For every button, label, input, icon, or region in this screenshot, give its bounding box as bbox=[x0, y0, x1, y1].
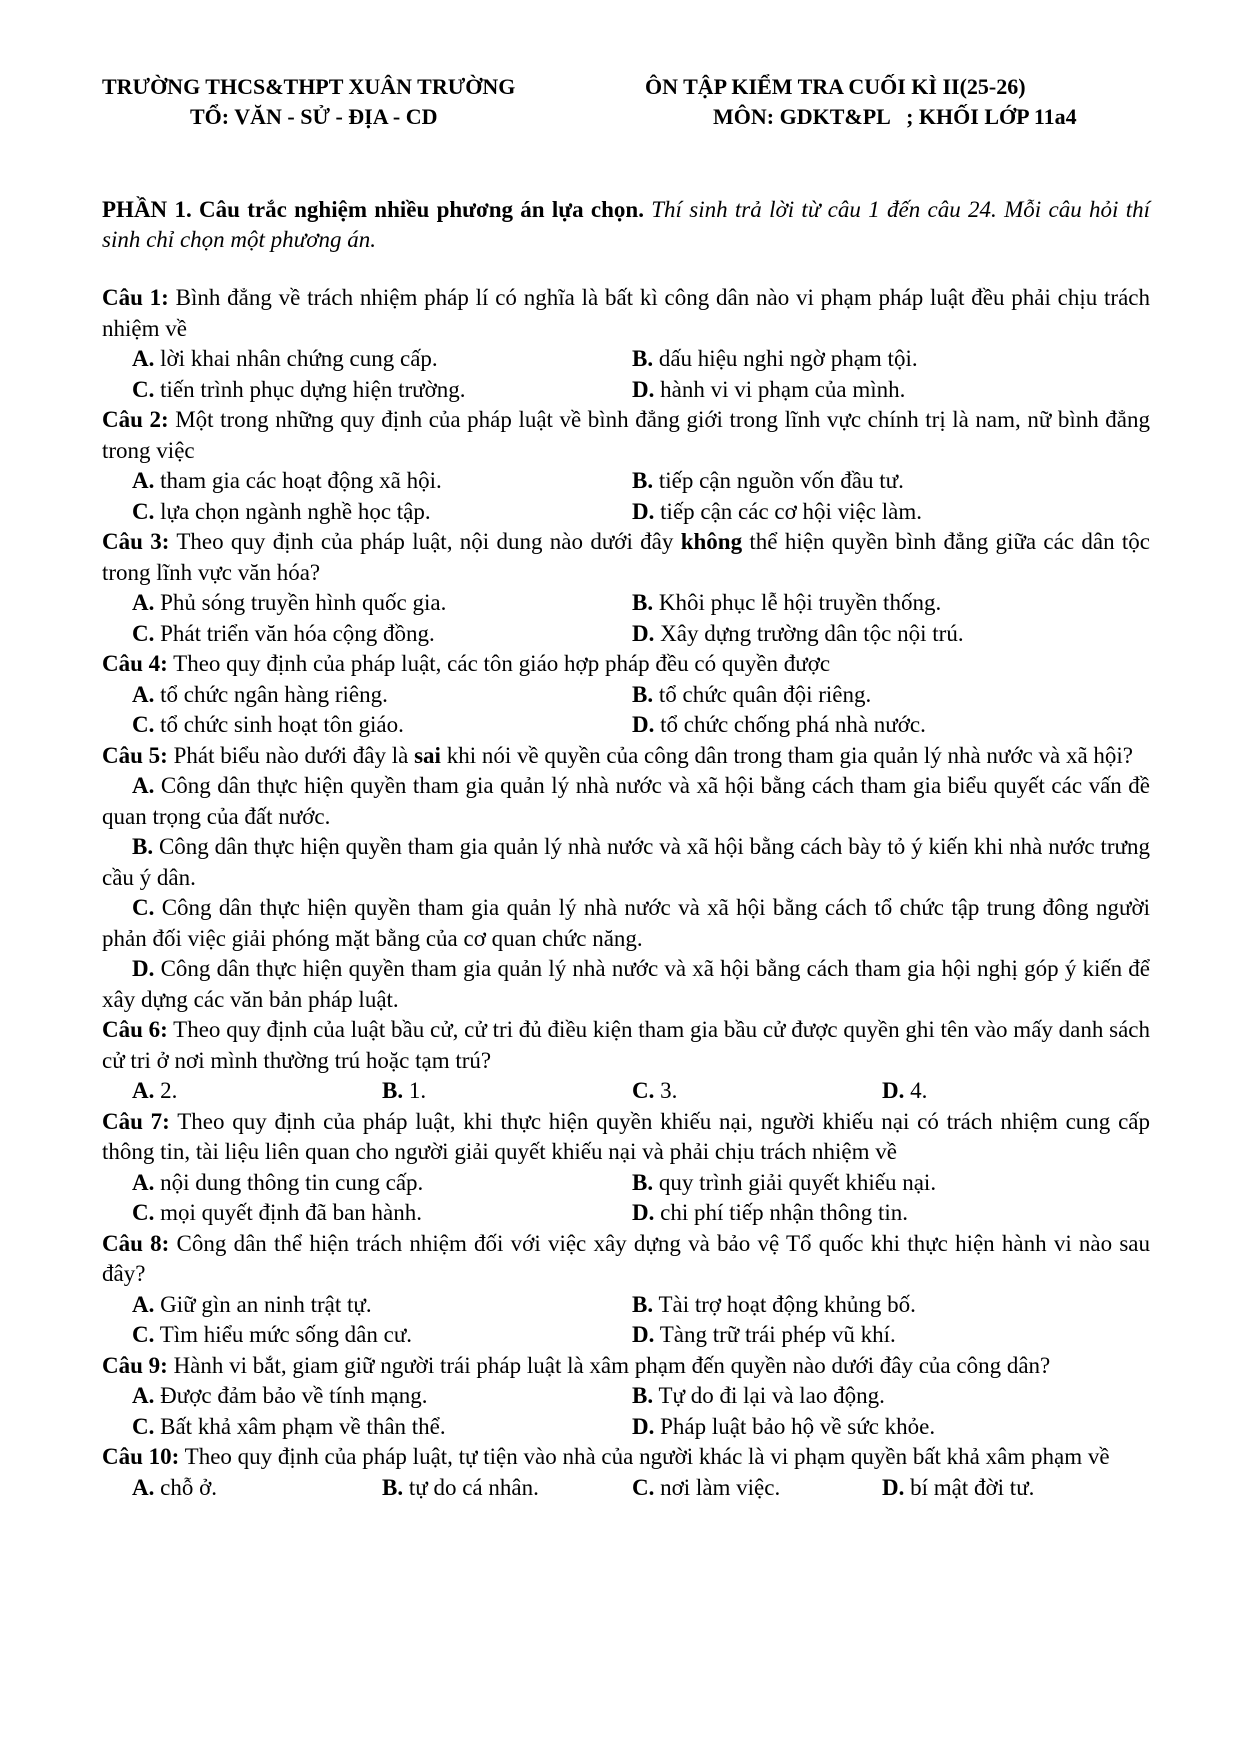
option-c bbox=[132, 375, 632, 406]
question-text-after: thể hiện quyền bình đẳng giữa các dân tộc trong lĩnh vực văn hóa? bbox=[102, 529, 1151, 585]
option-letter: B. bbox=[632, 681, 654, 707]
option-letter: D. bbox=[882, 1078, 905, 1103]
option-d bbox=[882, 1076, 1132, 1107]
option-list bbox=[102, 1473, 1150, 1504]
question-text: Theo quy định của pháp luật, khi thực hiện quyền khiếu nại, người khiếu nại có trách nhiệm cung cấp thông tin, tài liệu liên quan cho người giải quyết khiếu nại và phải chịu trách nhiệm về bbox=[102, 1108, 1150, 1164]
question-text: Phát biểu nào dưới đây là bbox=[173, 742, 415, 768]
question-label: Câu 1: bbox=[102, 285, 169, 310]
option-text: Phát triển văn hóa cộng đồng. bbox=[160, 620, 435, 646]
option-text: Giữ gìn an ninh trật tự. bbox=[160, 1291, 372, 1317]
option-text: hành vi vi phạm của mình. bbox=[660, 376, 906, 402]
option-text: Phủ sóng truyền hình quốc gia. bbox=[160, 590, 447, 615]
option-list bbox=[102, 680, 1150, 741]
option-letter: A. bbox=[132, 1169, 155, 1195]
option-b bbox=[632, 1290, 1132, 1321]
question-list bbox=[102, 283, 1150, 1503]
option-letter: D. bbox=[632, 1200, 655, 1225]
option-c bbox=[132, 497, 632, 528]
option-letter: A. bbox=[132, 773, 155, 798]
option-text: tiếp cận các cơ hội việc làm. bbox=[660, 498, 922, 524]
question-stem bbox=[102, 1015, 1150, 1076]
option-letter: B. bbox=[382, 1474, 404, 1500]
option-text: Xây dựng trường dân tộc nội trú. bbox=[660, 620, 964, 646]
question-2 bbox=[102, 405, 1150, 527]
question-8 bbox=[102, 1229, 1150, 1351]
option-letter: B. bbox=[632, 1383, 654, 1408]
question-text: Theo quy định của pháp luật, tự tiện vào nhà của người khác là vi phạm quyền bất khả xâm phạm về bbox=[184, 1444, 1110, 1469]
option-letter: A. bbox=[132, 1474, 155, 1500]
option-text: Công dân thực hiện quyền tham gia quản lý nhà nước và xã hội bằng cách tổ chức tập trung đông người phản đối việc giải phóng mặt bằng của cơ quan chức năng. bbox=[102, 895, 1151, 951]
option-text: tổ chức sinh hoạt tôn giáo. bbox=[160, 712, 404, 737]
option-text: Tài trợ hoạt động khủng bố. bbox=[658, 1291, 916, 1317]
option-letter: B. bbox=[632, 468, 654, 493]
option-letter: B. bbox=[382, 1078, 404, 1103]
option-text: Công dân thực hiện quyền tham gia quản lý nhà nước và xã hội bằng cách bày tỏ ý kiến khi nhà nước trưng cầu ý dân. bbox=[102, 834, 1150, 890]
option-list bbox=[102, 1168, 1150, 1229]
option-letter: B. bbox=[632, 1291, 654, 1317]
option-c bbox=[132, 710, 632, 741]
option-letter: C. bbox=[132, 620, 155, 646]
option-a bbox=[132, 344, 632, 375]
option-letter: B. bbox=[132, 834, 154, 859]
option-text: chi phí tiếp nhận thông tin. bbox=[660, 1200, 908, 1225]
option-letter: D. bbox=[632, 1413, 655, 1439]
option-letter: C. bbox=[132, 1413, 155, 1439]
option-c bbox=[632, 1076, 882, 1107]
option-text: dấu hiệu nghi ngờ phạm tội. bbox=[658, 346, 918, 371]
option-text: nơi làm việc. bbox=[660, 1474, 781, 1500]
question-10 bbox=[102, 1442, 1150, 1503]
option-a bbox=[132, 1076, 382, 1107]
question-stem bbox=[102, 1107, 1150, 1168]
question-stem bbox=[102, 283, 1150, 344]
option-d bbox=[632, 710, 1132, 741]
question-label: Câu 5: bbox=[102, 742, 168, 768]
option-letter: A. bbox=[132, 1078, 155, 1103]
question-label: Câu 2: bbox=[102, 407, 169, 432]
question-9 bbox=[102, 1351, 1150, 1443]
option-letter: D. bbox=[632, 620, 655, 646]
option-text: Được đảm bảo về tính mạng. bbox=[160, 1383, 428, 1408]
option-b bbox=[382, 1076, 632, 1107]
option-text: Công dân thực hiện quyền tham gia quản lý nhà nước và xã hội bằng cách tham gia hội nghị góp ý kiến để xây dựng các văn bản pháp luật. bbox=[102, 956, 1151, 1012]
option-text: Tự do đi lại và lao động. bbox=[658, 1383, 885, 1408]
option-letter: C. bbox=[132, 712, 155, 737]
option-letter: A. bbox=[132, 346, 155, 371]
option-b bbox=[632, 588, 1132, 619]
option-letter: A. bbox=[132, 468, 155, 493]
option-letter: C. bbox=[132, 1200, 155, 1225]
option-text: Tàng trữ trái phép vũ khí. bbox=[659, 1322, 896, 1347]
option-a bbox=[132, 1473, 382, 1504]
option-b bbox=[632, 466, 1132, 497]
option-b bbox=[632, 1381, 1132, 1412]
option-letter: C. bbox=[132, 498, 155, 524]
option-d bbox=[102, 954, 1150, 1015]
question-stem bbox=[102, 527, 1150, 588]
option-b bbox=[102, 832, 1150, 893]
section-instruction: Thí sinh trả lời từ câu 1 đến câu 24. Mỗi câu hỏi thí sinh chỉ chọn một phương án. bbox=[102, 197, 1150, 252]
option-b bbox=[632, 344, 1132, 375]
option-text: tự do cá nhân. bbox=[408, 1474, 539, 1500]
option-c bbox=[132, 1412, 632, 1443]
question-3 bbox=[102, 527, 1150, 649]
question-text: Theo quy định của pháp luật, các tôn giáo hợp pháp đều có quyền được bbox=[173, 651, 831, 676]
option-a bbox=[132, 1381, 632, 1412]
option-letter: D. bbox=[882, 1474, 905, 1500]
option-a bbox=[102, 771, 1150, 832]
question-text: Công dân thể hiện trách nhiệm đối với việc xây dựng và bảo vệ Tổ quốc khi thực hiện hành vi nào sau đây? bbox=[102, 1230, 1151, 1286]
option-b bbox=[632, 680, 1132, 711]
question-emphasis: sai bbox=[414, 742, 441, 768]
school-name: TRƯỜNG THCS&THPT XUÂN TRƯỜNG bbox=[102, 74, 516, 99]
option-list bbox=[102, 1076, 1150, 1107]
option-d bbox=[632, 497, 1132, 528]
option-letter: B. bbox=[632, 1169, 654, 1195]
option-c bbox=[132, 619, 632, 650]
option-letter: C. bbox=[132, 895, 155, 920]
question-label: Câu 8: bbox=[102, 1230, 170, 1256]
section-heading bbox=[102, 195, 1150, 255]
option-d bbox=[632, 375, 1132, 406]
option-text: tham gia các hoạt động xã hội. bbox=[160, 468, 442, 493]
option-text: lựa chọn ngành nghề học tập. bbox=[160, 498, 431, 524]
option-text: 1. bbox=[408, 1078, 427, 1103]
option-text: nội dung thông tin cung cấp. bbox=[160, 1169, 424, 1195]
option-letter: A. bbox=[132, 590, 155, 615]
option-letter: B. bbox=[632, 346, 654, 371]
option-d bbox=[882, 1473, 1132, 1504]
question-label: Câu 9: bbox=[102, 1352, 168, 1378]
question-stem bbox=[102, 1351, 1150, 1382]
document-header bbox=[0, 74, 1241, 134]
option-letter: C. bbox=[132, 1322, 155, 1347]
option-a bbox=[132, 1290, 632, 1321]
section-title: PHẦN 1. Câu trắc nghiệm nhiều phương án lựa chọn. bbox=[102, 197, 644, 222]
option-text: tiến trình phục dựng hiện trường. bbox=[160, 376, 466, 402]
question-text: Bình đẳng về trách nhiệm pháp lí có nghĩa là bất kì công dân nào vi phạm pháp luật đều phải chịu trách nhiệm về bbox=[102, 285, 1151, 341]
option-letter: C. bbox=[132, 376, 155, 402]
option-text: chỗ ở. bbox=[160, 1474, 217, 1500]
option-text: Khôi phục lễ hội truyền thống. bbox=[658, 590, 942, 615]
option-c bbox=[632, 1473, 882, 1504]
option-text: tổ chức ngân hàng riêng. bbox=[160, 681, 388, 707]
option-letter: A. bbox=[132, 681, 155, 707]
option-list bbox=[102, 466, 1150, 527]
question-5 bbox=[102, 741, 1150, 1016]
option-text: mọi quyết định đã ban hành. bbox=[160, 1200, 423, 1225]
question-text: Hành vi bắt, giam giữ người trái pháp luật là xâm phạm đến quyền nào dưới đây của công dân? bbox=[173, 1352, 1051, 1378]
option-b bbox=[632, 1168, 1132, 1199]
department-name: TỔ: VĂN - SỬ - ĐỊA - CD bbox=[190, 104, 438, 129]
question-label: Câu 4: bbox=[102, 651, 168, 676]
question-label: Câu 3: bbox=[102, 529, 170, 554]
option-d bbox=[632, 1320, 1132, 1351]
option-text: lời khai nhân chứng cung cấp. bbox=[160, 346, 438, 371]
option-a bbox=[132, 680, 632, 711]
option-letter: D. bbox=[632, 498, 655, 524]
option-letter: C. bbox=[632, 1474, 655, 1500]
option-text: bí mật đời tư. bbox=[910, 1474, 1035, 1500]
option-c bbox=[102, 893, 1150, 954]
subject-grade: MÔN: GDKT&PL ; KHỐI LỚP 11a4 bbox=[713, 104, 1077, 129]
option-letter: D. bbox=[632, 376, 655, 402]
question-text: Một trong những quy định của pháp luật về bình đẳng giới trong lĩnh vực chính trị là nam, nữ bình đẳng trong việc bbox=[102, 407, 1151, 463]
question-text: Theo quy định của luật bầu cử, cử tri đủ điều kiện tham gia bầu cử được quyền ghi tên vào mấy danh sách cử tri ở nơi mình thường trú hoặc tạm trú? bbox=[102, 1017, 1150, 1073]
option-list bbox=[102, 344, 1150, 405]
option-a bbox=[132, 588, 632, 619]
option-letter: A. bbox=[132, 1291, 155, 1317]
option-letter: D. bbox=[632, 1322, 655, 1347]
question-4 bbox=[102, 649, 1150, 741]
exam-title: ÔN TẬP KIỂM TRA CUỐI KÌ II(25-26) bbox=[645, 74, 1026, 99]
option-letter: A. bbox=[132, 1383, 155, 1408]
question-emphasis: không bbox=[680, 529, 743, 554]
option-text: 3. bbox=[660, 1078, 678, 1103]
option-text: Công dân thực hiện quyền tham gia quản lý nhà nước và xã hội bằng cách tham gia biểu quyết các vấn đề quan trọng của đất nước. bbox=[102, 773, 1151, 829]
option-text: tổ chức chống phá nhà nước. bbox=[660, 712, 926, 737]
option-a bbox=[132, 1168, 632, 1199]
option-text: Tìm hiểu mức sống dân cư. bbox=[159, 1322, 413, 1347]
question-7 bbox=[102, 1107, 1150, 1229]
option-d bbox=[632, 619, 1132, 650]
question-stem bbox=[102, 649, 1150, 680]
question-label: Câu 6: bbox=[102, 1017, 168, 1042]
question-1 bbox=[102, 283, 1150, 405]
question-text-after: khi nói về quyền của công dân trong tham gia quản lý nhà nước và xã hội? bbox=[440, 742, 1134, 768]
question-stem bbox=[102, 1442, 1150, 1473]
option-letter: B. bbox=[632, 590, 654, 615]
option-c bbox=[132, 1320, 632, 1351]
option-letter: C. bbox=[632, 1078, 655, 1103]
option-text: tiếp cận nguồn vốn đầu tư. bbox=[658, 468, 904, 493]
option-d bbox=[632, 1412, 1132, 1443]
question-6 bbox=[102, 1015, 1150, 1107]
option-letter: D. bbox=[132, 956, 155, 981]
question-label: Câu 7: bbox=[102, 1108, 170, 1134]
option-letter: D. bbox=[632, 712, 655, 737]
option-text: quy trình giải quyết khiếu nại. bbox=[658, 1169, 937, 1195]
option-text: tổ chức quân đội riêng. bbox=[658, 681, 872, 707]
question-label: Câu 10: bbox=[102, 1444, 180, 1469]
option-text: 4. bbox=[910, 1078, 928, 1103]
option-list bbox=[102, 1381, 1150, 1442]
option-a bbox=[132, 466, 632, 497]
question-stem bbox=[102, 405, 1150, 466]
option-c bbox=[132, 1198, 632, 1229]
option-list bbox=[102, 1290, 1150, 1351]
question-text: Theo quy định của pháp luật, nội dung nào dưới đây bbox=[176, 529, 681, 554]
option-list bbox=[102, 588, 1150, 649]
option-b bbox=[382, 1473, 632, 1504]
option-text: Pháp luật bảo hộ về sức khỏe. bbox=[660, 1413, 936, 1439]
option-d bbox=[632, 1198, 1132, 1229]
question-stem bbox=[102, 741, 1150, 772]
option-text: Bất khả xâm phạm về thân thể. bbox=[160, 1413, 446, 1439]
option-text: 2. bbox=[160, 1078, 178, 1103]
question-stem bbox=[102, 1229, 1150, 1290]
